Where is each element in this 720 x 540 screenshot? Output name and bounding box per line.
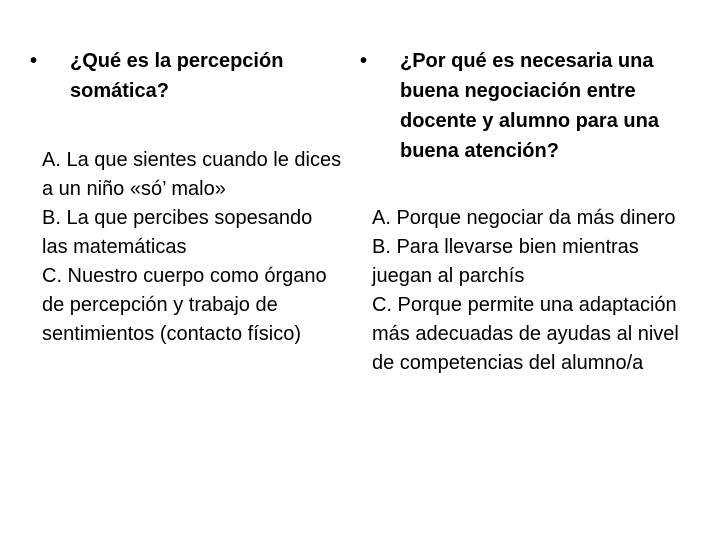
option-a: A. La que sientes cuando le dices a un niño «só’ malo»: [42, 149, 342, 200]
answer-options: [42, 146, 342, 349]
left-column: [30, 46, 342, 349]
question-text: ¿Qué es la percepción somática?: [70, 50, 284, 102]
option-b: B. La que percibes sopesando las matemáticas: [42, 207, 313, 258]
bullet-icon: •: [360, 50, 368, 72]
question-negotiation: [360, 46, 682, 166]
question-somatic-perception: [30, 46, 342, 106]
bullet-icon: •: [30, 50, 38, 72]
option-a: A. Porque negociar da más dinero: [372, 207, 676, 229]
answer-options: [372, 204, 682, 378]
right-column: [360, 46, 682, 378]
option-c: C. Nuestro cuerpo como órgano de percepción y trabajo de sentimientos (contacto físico): [42, 265, 327, 345]
option-c: C. Porque permite una adaptación más adecuadas de ayudas al nivel de competencias del alumno/a: [372, 294, 679, 374]
question-text: ¿Por qué es necesaria una buena negociación entre docente y alumno para una buena atención?: [400, 50, 659, 162]
option-b: B. Para llevarse bien mientras juegan al parchís: [372, 236, 639, 287]
